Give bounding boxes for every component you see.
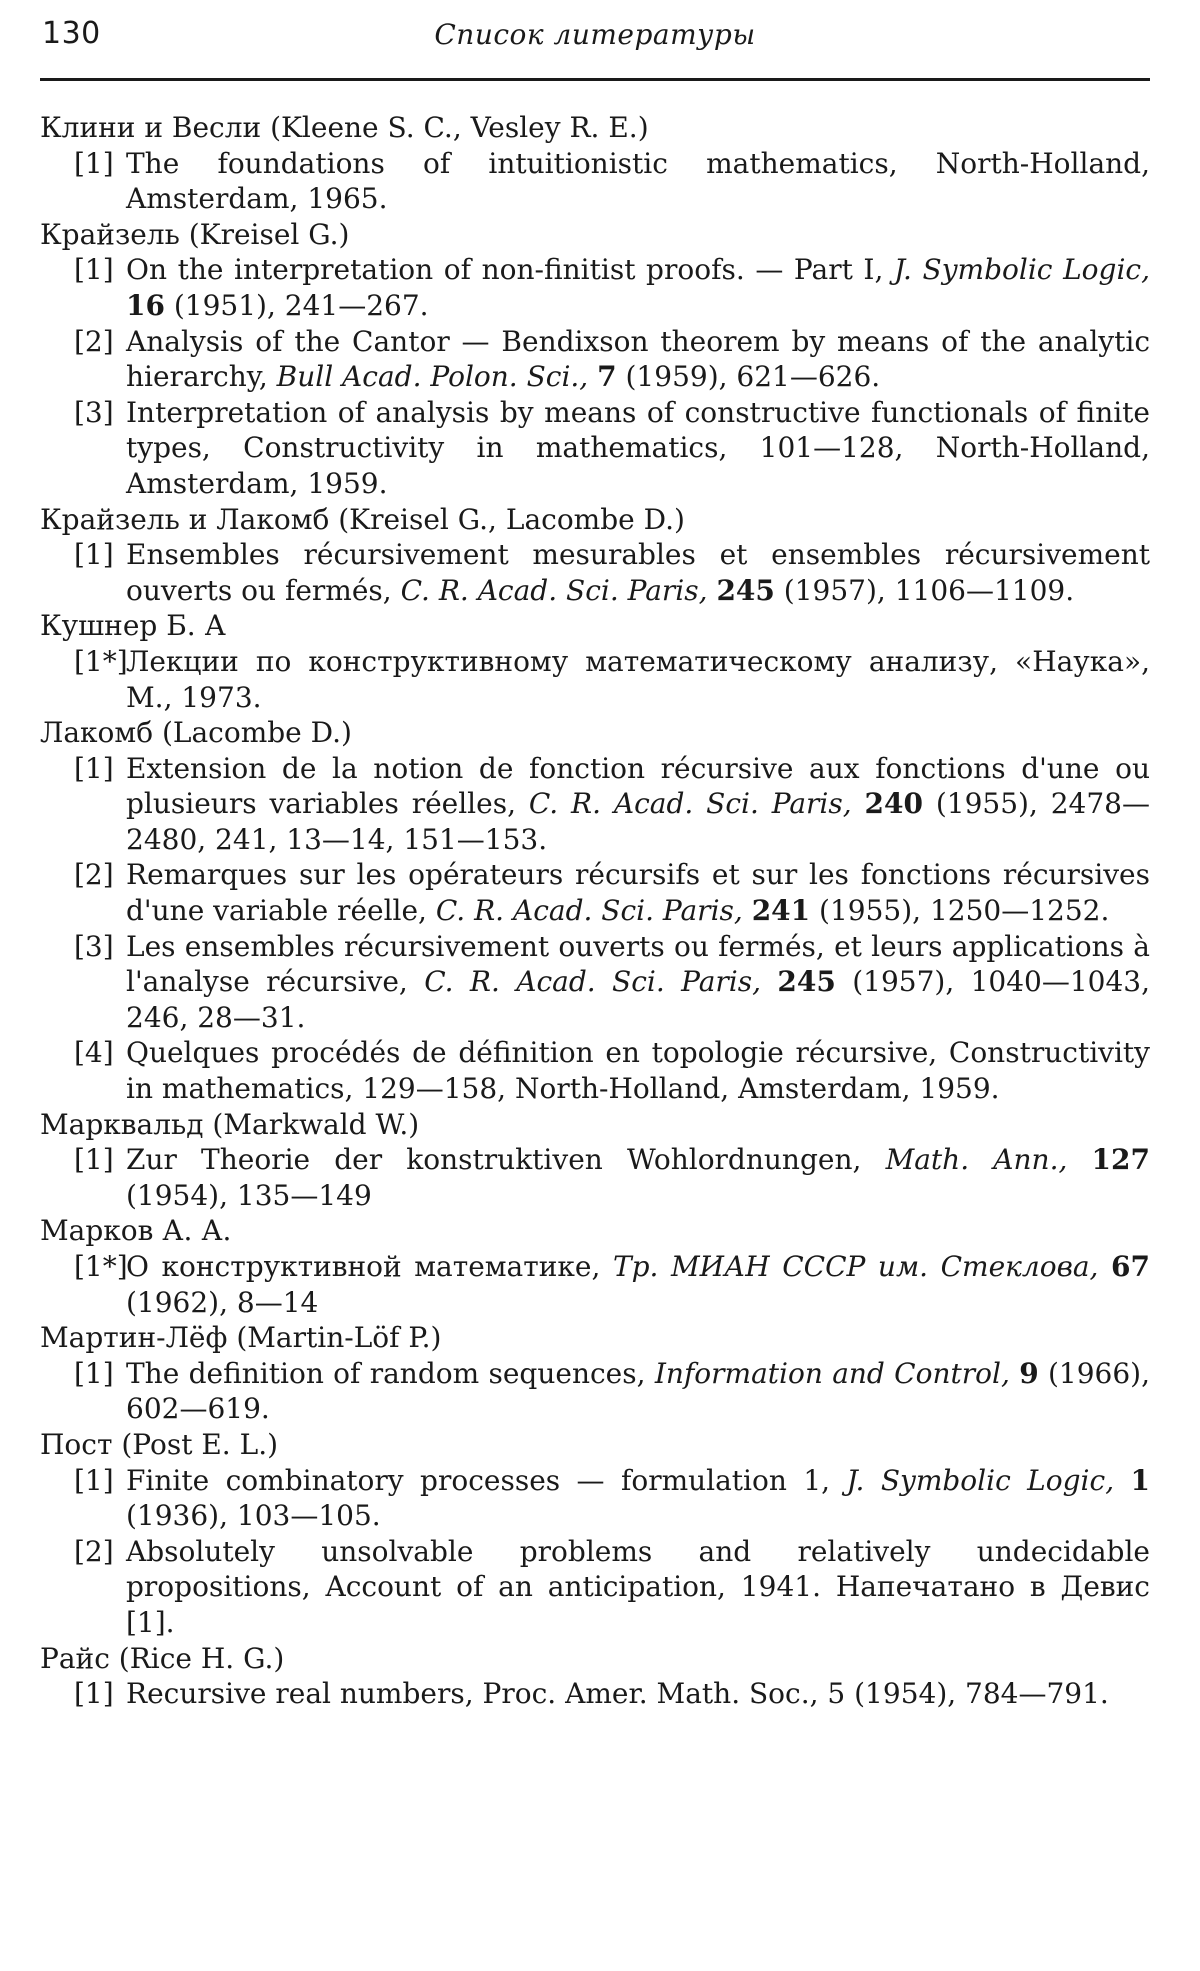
reference-item xyxy=(40,751,1150,858)
reference-item xyxy=(40,1356,1150,1427)
author-heading: Крайзель и Лакомб (Kreisel G., Lacombe D.) xyxy=(40,502,685,536)
reference-label: [1] xyxy=(74,1463,114,1497)
journal-title: Тр. МИАН СССР им. Стеклова, xyxy=(612,1250,1099,1283)
reference-text xyxy=(126,395,1150,502)
author-heading: Лакомб (Lacombe D.) xyxy=(40,716,352,750)
reference-text xyxy=(126,1463,1150,1534)
reference-text xyxy=(126,324,1150,395)
reference-text xyxy=(126,644,1150,715)
journal-title: C. R. Acad. Sci. Paris, xyxy=(400,573,708,607)
reference-text-part: (1957), 1040—1043, 246, 28—31. xyxy=(126,965,1151,1034)
journal-title: Math. Ann., xyxy=(885,1143,1068,1177)
journal-title: Bull Acad. Polon. Sci., xyxy=(276,360,589,394)
reference-text-part: Les ensembles récursivement ouverts ou fermés, et leurs applications à l'analyse récursive, xyxy=(126,929,1150,999)
reference-text-part: (1966), 602—619. xyxy=(126,1356,1151,1426)
reference-text-part: Analysis of the Cantor — Bendixson theorem by means of the analytic hierarchy, xyxy=(126,324,1150,394)
journal-title: J. Symbolic Logic, xyxy=(894,253,1150,287)
reference-text xyxy=(126,1249,1150,1320)
reference-text-part: (1957), 1106—1109. xyxy=(774,573,1075,607)
author-heading: Марков А. А. xyxy=(40,1214,232,1248)
reference-text-part: (1955), 1250—1252. xyxy=(810,894,1110,928)
reference-text-part xyxy=(1114,1464,1130,1497)
reference-label: [1*] xyxy=(74,644,128,678)
journal-title: C. R. Acad. Sci. Paris, xyxy=(435,894,743,928)
reference-text-part: Extension de la notion de fonction récursive aux fonctions d'une ou plusieurs variables réelles, xyxy=(126,751,1150,821)
author-heading: Пост (Post E. L.) xyxy=(40,1427,279,1461)
reference-text-part xyxy=(1067,1143,1091,1176)
reference-item xyxy=(40,857,1150,928)
author-heading: Райс (Rice H. G.) xyxy=(40,1641,285,1675)
reference-text xyxy=(126,857,1150,928)
volume-number: 240 xyxy=(864,787,923,821)
reference-label: [3] xyxy=(74,929,114,963)
reference-item xyxy=(40,146,1150,217)
journal-title: J. Symbolic Logic, xyxy=(846,1463,1115,1497)
reference-text-part: Лекции по конструктивному математическому анализу, «Наука», М., 1973. xyxy=(126,644,1150,714)
reference-text-part xyxy=(852,787,865,820)
author-heading: Крайзель (Kreisel G.) xyxy=(40,217,350,251)
reference-item xyxy=(40,324,1150,395)
reference-text-part: Interpretation of analysis by means of constructive functionals of finite types, Constructivity in mathematics, 101—128, North-Holland, Amsterdam, 1959. xyxy=(126,395,1150,500)
reference-text-part: (1959), 621—626. xyxy=(616,360,881,394)
reference-text-part: The foundations of intuitionistic mathematics, North-Holland, Amsterdam, 1965. xyxy=(126,146,1150,216)
reference-label: [1] xyxy=(74,538,114,572)
reference-label: [2] xyxy=(74,324,114,358)
author-heading: Марквальд (Markwald W.) xyxy=(40,1107,420,1141)
reference-text xyxy=(126,537,1150,608)
reference-item xyxy=(40,1534,1150,1641)
reference-item xyxy=(40,1142,1150,1213)
reference-item xyxy=(40,1463,1150,1534)
reference-text-part: Recursive real numbers, Proc. Amer. Math. Soc., 5 (1954), 784—791. xyxy=(126,1677,1109,1711)
journal-title: C. R. Acad. Sci. Paris, xyxy=(424,965,762,999)
volume-number: 9 xyxy=(1019,1356,1039,1390)
volume-number: 127 xyxy=(1091,1143,1150,1177)
reference-text-part: О конструктивной математике, xyxy=(126,1250,613,1283)
volume-number: 245 xyxy=(716,573,775,607)
reference-text-part: The definition of random sequences, xyxy=(126,1356,655,1390)
volume-number: 67 xyxy=(1111,1250,1150,1283)
reference-label: [1] xyxy=(74,253,114,287)
reference-label: [3] xyxy=(74,395,114,429)
volume-number: 1 xyxy=(1130,1463,1150,1497)
reference-item xyxy=(40,1676,1150,1712)
bibliography-list xyxy=(40,110,1150,1712)
reference-label: [2] xyxy=(74,1534,114,1568)
page-number: 130 xyxy=(42,16,101,51)
reference-text-part: (1962), 8—14 xyxy=(126,1285,319,1319)
reference-text-part: Remarques sur les opérateurs récursifs et sur les fonctions récursives d'une variable réelle, xyxy=(126,858,1150,928)
reference-text-part: Ensembles récursivement mesurables et ensembles récursivement ouverts ou fermés, xyxy=(126,538,1150,607)
reference-text xyxy=(126,146,1150,217)
reference-item xyxy=(40,537,1150,608)
reference-label: [1*] xyxy=(74,1250,128,1283)
reference-text xyxy=(126,1035,1150,1106)
journal-title: C. R. Acad. Sci. Paris, xyxy=(528,787,852,821)
reference-label: [1] xyxy=(74,1677,114,1711)
volume-number: 245 xyxy=(777,965,836,999)
running-head xyxy=(40,12,1150,62)
reference-text xyxy=(126,252,1150,323)
reference-text xyxy=(126,751,1150,858)
reference-label: [1] xyxy=(74,1143,114,1177)
volume-number: 16 xyxy=(126,288,165,322)
reference-text-part: (1936), 103—105. xyxy=(126,1499,381,1533)
reference-text-part xyxy=(588,360,597,393)
reference-item xyxy=(40,644,1150,715)
author-heading: Кушнер Б. А xyxy=(40,609,226,643)
reference-text-part xyxy=(1010,1357,1019,1390)
reference-label: [4] xyxy=(74,1036,114,1070)
reference-text xyxy=(126,929,1150,1036)
reference-text-part: On the interpretation of non-finitist proofs. — Part I, xyxy=(126,253,894,287)
author-heading: Клини и Весли (Kleene S. C., Vesley R. E.) xyxy=(40,111,649,144)
reference-text xyxy=(126,1142,1150,1213)
reference-text-part: Zur Theorie der konstruktiven Wohlordnungen, xyxy=(126,1143,886,1177)
reference-text-part: Absolutely unsolvable problems and relatively undecidable propositions, Account of an anticipation, 1941. Напечатано в Девис [1]. xyxy=(126,1534,1150,1639)
reference-item xyxy=(40,1249,1150,1320)
reference-text-part xyxy=(761,965,777,998)
reference-text-part: (1954), 135—149 xyxy=(126,1178,372,1212)
running-title: Список литературы xyxy=(434,18,756,51)
reference-label: [1] xyxy=(74,146,114,180)
reference-item xyxy=(40,252,1150,323)
reference-text-part xyxy=(743,894,752,927)
reference-text-part xyxy=(1098,1250,1111,1283)
reference-label: [2] xyxy=(74,858,114,892)
volume-number: 7 xyxy=(597,360,617,394)
reference-text-part: Finite combinatory processes — formulation 1, xyxy=(126,1463,847,1497)
reference-text-part: (1951), 241—267. xyxy=(164,288,429,322)
reference-item xyxy=(40,395,1150,502)
reference-text xyxy=(126,1676,1150,1712)
reference-item xyxy=(40,1035,1150,1106)
book-page xyxy=(40,0,1150,1971)
reference-label: [1] xyxy=(74,1356,114,1390)
reference-item xyxy=(40,929,1150,1036)
reference-text xyxy=(126,1534,1150,1641)
author-heading: Мартин-Лёф (Martin-Löf P.) xyxy=(40,1321,442,1355)
journal-title: Information and Control, xyxy=(654,1356,1010,1390)
reference-text-part: Quelques procédés de définition en topologie récursive, Constructivity in mathematics, 129—158, North-Holland, Amsterdam, 1959. xyxy=(126,1036,1150,1106)
header-rule xyxy=(40,78,1150,81)
reference-text-part: (1955), 2478—2480, 241, 13—14, 151—153. xyxy=(126,787,1150,856)
reference-label: [1] xyxy=(74,751,114,785)
volume-number: 241 xyxy=(751,894,811,928)
reference-text xyxy=(126,1356,1150,1427)
